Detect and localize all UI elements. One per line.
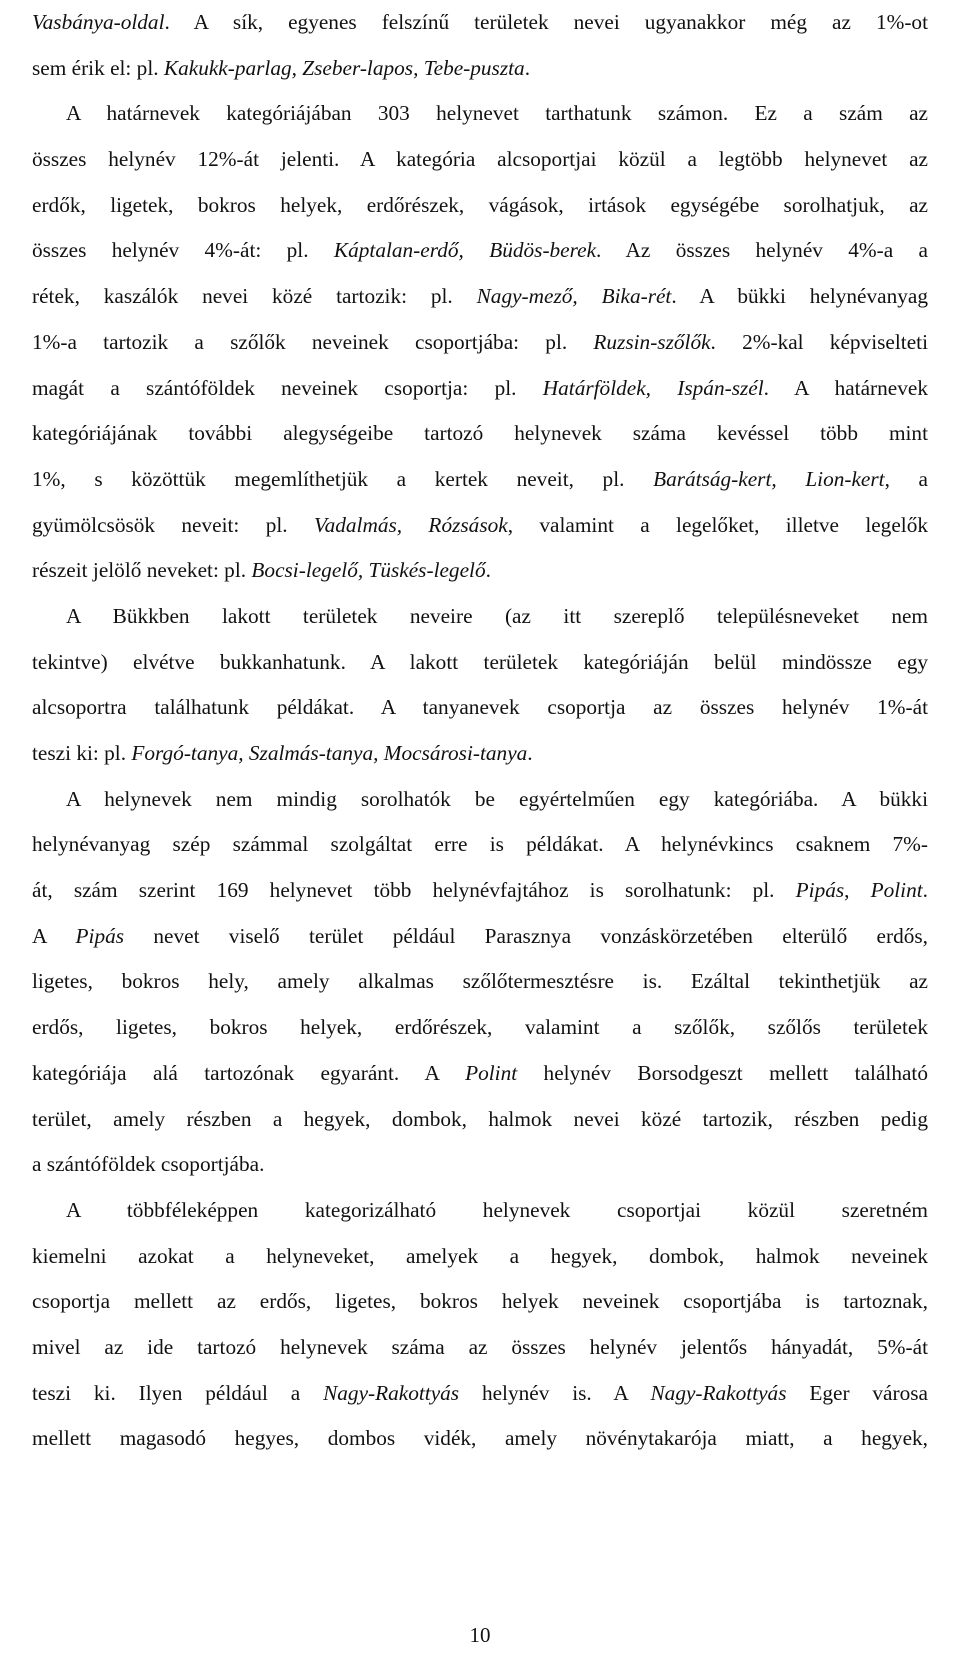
text-line (32, 320, 928, 366)
italic-place-name: Határföldek, Ispán-szél (542, 375, 764, 400)
italic-place-name: Káptalan-erdő, Büdös-berek (333, 238, 597, 263)
text-line (32, 91, 928, 137)
text-run: A többféleképpen kategorizálható helynevek csoportjai közül szeretném (66, 1197, 928, 1222)
text-run: terület, amely részben a hegyek, dombok, halmok nevei közé tartozik, részben pedig (32, 1106, 928, 1131)
text-line (32, 822, 928, 868)
text-line (32, 457, 928, 503)
text-run: mellett magasodó hegyes, dombos vidék, amely növénytakarója miatt, a hegyek, (32, 1426, 928, 1451)
text-line (32, 274, 928, 320)
text-line (32, 503, 928, 549)
body-text (32, 0, 928, 1462)
italic-place-name: Nagy-Rakottyás (323, 1380, 460, 1405)
text-line (32, 1416, 928, 1462)
text-run: A (32, 923, 76, 948)
text-line (32, 228, 928, 274)
text-line (32, 640, 928, 686)
text-run: nevet viselő terület például Parasznya vonzáskörzetében elterülő erdős, (124, 923, 929, 948)
text-line (32, 1371, 928, 1417)
text-run: kiemelni azokat a helyneveket, amelyek a hegyek, dombok, halmok neveinek (32, 1243, 928, 1268)
text-line (32, 1051, 928, 1097)
text-line (32, 0, 928, 46)
text-run: gyümölcsösök neveit: pl. (32, 512, 314, 537)
text-run: sem érik el: pl. (32, 55, 164, 80)
text-line (32, 1188, 928, 1234)
italic-place-name: Kakukk-parlag, Zseber-lapos, Tebe-puszta (163, 55, 525, 80)
text-run: erdős, ligetes, bokros helyek, erdőrészek, valamint a szőlők, szőlős területek (32, 1015, 928, 1040)
text-line (32, 777, 928, 823)
text-run: alcsoportra találhatunk példákat. A tanyanevek csoportja az összes helynév 1%-át (32, 695, 928, 720)
text-run: helynévanyag szép számmal szolgáltat erre is példákat. A helynévkincs csaknem 7%- (32, 832, 928, 857)
text-run: teszi ki. Ilyen például a (32, 1380, 324, 1405)
text-line (32, 731, 928, 777)
text-line (32, 366, 928, 412)
italic-place-name: Pipás (75, 923, 125, 948)
text-run: mivel az ide tartozó helynevek száma az összes helynév jelentős hányadát, 5%-át (32, 1334, 928, 1359)
text-run: összes helynév 4%-át: pl. (32, 238, 334, 263)
text-run: összes helynév 12%-át jelenti. A kategória alcsoportjai közül a legtöbb helynevet az (32, 147, 928, 172)
text-run: . (524, 55, 531, 80)
text-run: tekintve) elvétve bukkanhatunk. A lakott területek kategóriáján belül mindössze egy (32, 649, 928, 674)
text-run: , a (884, 466, 928, 491)
text-line (32, 959, 928, 1005)
text-line (32, 1325, 928, 1371)
text-run: . (922, 878, 928, 903)
text-run: kategóriájának további alegységeibe tartozó helynevek száma kevéssel több mint (32, 421, 928, 446)
text-line (32, 1234, 928, 1280)
text-run: Eger városa (786, 1380, 928, 1405)
text-line (32, 685, 928, 731)
italic-place-name: Forgó-tanya, Szalmás-tanya, Mocsárosi-tanya (131, 741, 528, 765)
text-run: . 2%-kal képviselteti (710, 329, 928, 354)
text-run: . A bükki helynévanyag (671, 284, 929, 309)
text-run: . A sík, egyenes felszínű területek nevei ugyanakkor még az 1%-ot (164, 10, 928, 34)
italic-place-name: Vasbánya-oldal (32, 10, 165, 34)
text-run: A Bükkben lakott területek neveire (az itt szereplő településneveket nem (66, 603, 928, 628)
text-run: . (485, 558, 491, 583)
text-run: magát a szántóföldek neveinek csoportja: pl. (32, 375, 543, 400)
italic-place-name: Nagy-mező, Bika-rét (476, 284, 672, 309)
italic-place-name: Pipás (795, 878, 845, 903)
text-line (32, 594, 928, 640)
text-run: ligetes, bokros hely, amely alkalmas szőlőtermesztésre is. Ezáltal tekinthetjük az (32, 969, 928, 994)
text-run: . A határnevek (763, 375, 928, 400)
italic-place-name: Nagy-Rakottyás (650, 1380, 787, 1405)
text-run: helynév Borsodgeszt mellett található (517, 1060, 928, 1085)
text-line (32, 1279, 928, 1325)
text-run: teszi ki: pl. (32, 741, 132, 765)
text-run: a szántóföldek csoportjába. (32, 1152, 265, 1177)
text-run: csoportja mellett az erdős, ligetes, bokros helyek neveinek csoportjába is tartoznak, (32, 1289, 928, 1314)
page-number: 10 (469, 1623, 491, 1647)
text-run: kategóriája alá tartozónak egyaránt. A (32, 1060, 466, 1085)
text-run: rétek, kaszálók nevei közé tartozik: pl. (32, 284, 477, 309)
text-run: 1%, s közöttük megemlíthetjük a kertek neveit, pl. (32, 466, 654, 491)
text-run: . Az összes helynév 4%-a a (596, 238, 929, 263)
text-run: A helynevek nem mindig sorolhatók be egyértelműen egy kategóriába. A bükki (66, 786, 928, 811)
text-line (32, 868, 928, 914)
text-run: , (844, 878, 871, 903)
italic-place-name: Polint (465, 1060, 518, 1085)
italic-place-name: Polint (870, 878, 923, 903)
text-line (32, 1097, 928, 1143)
text-line (32, 1005, 928, 1051)
italic-place-name: Vadalmás, Rózsások (313, 512, 508, 537)
text-line (32, 137, 928, 183)
text-line (32, 914, 928, 960)
text-run: át, szám szerint 169 helynevet több helynévfajtához is sorolhatunk: pl. (32, 878, 796, 903)
text-line (32, 46, 928, 92)
text-line (32, 183, 928, 229)
text-run: 1%-a tartozik a szőlők neveinek csoportjába: pl. (32, 329, 594, 354)
text-run: erdők, ligetek, bokros helyek, erdőrészek, vágások, irtások egységébe sorolhatjuk, az (32, 192, 928, 217)
italic-place-name: Barátság-kert, Lion-kert (653, 466, 885, 491)
italic-place-name: Bocsi-legelő, Tüskés-legelő (251, 558, 486, 583)
text-run: helynév is. A (459, 1380, 651, 1405)
text-run: A határnevek kategóriájában 303 helynevet tarthatunk számon. Ez a szám az (66, 101, 928, 126)
text-line (32, 548, 928, 594)
text-run: . (527, 741, 533, 765)
text-line (32, 411, 928, 457)
text-run: részeit jelölő neveket: pl. (32, 558, 252, 583)
italic-place-name: Ruzsin-szőlők (593, 329, 711, 354)
text-line (32, 1142, 928, 1188)
text-run: , valamint a legelőket, illetve legelők (507, 512, 928, 537)
